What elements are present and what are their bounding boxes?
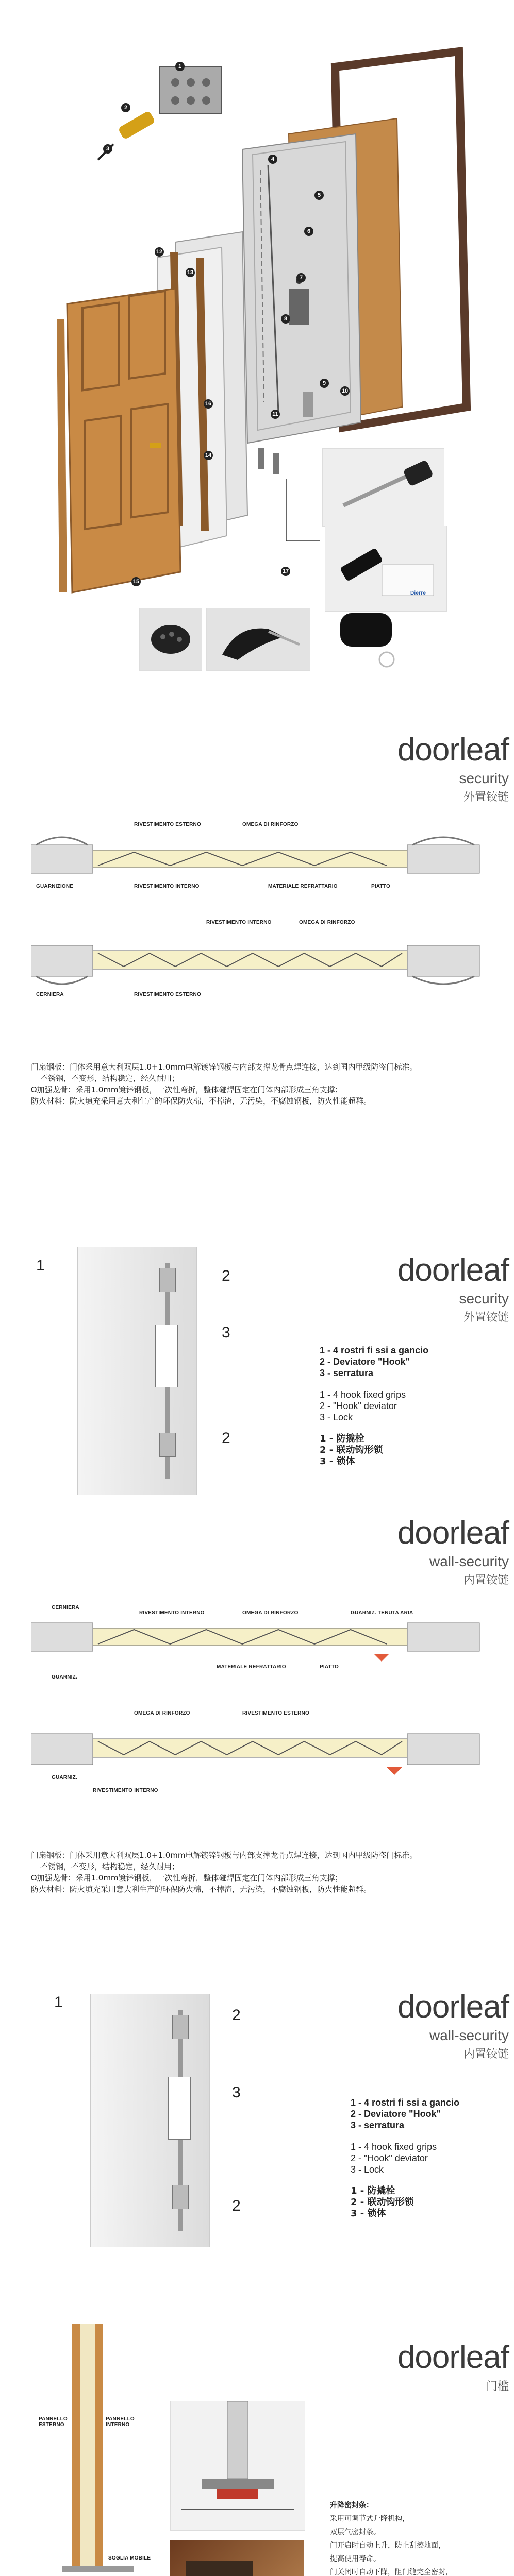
legend-line: 1 - 防撬栓 [320, 1433, 364, 1444]
cross-section-diagram-bottom [31, 1716, 485, 1783]
label-cerniera: CERNIERA [36, 992, 64, 997]
legend-line: 1 - 防撬栓 [351, 2185, 395, 2196]
label-rivestimento-interno-2: RIVESTIMENTO INTERNO [206, 920, 272, 925]
door-bottom-photo [170, 2540, 304, 2576]
cross-section-diagram-top [31, 829, 485, 891]
badge: 17 [281, 567, 290, 576]
note-line: 门关闭时自动下降，阻门缝完全密封， [330, 2568, 453, 2576]
legend-line: 2 - "Hook" deviator [320, 1401, 397, 1411]
badge: 5 [314, 191, 324, 200]
legend-line: 2 - 联动钩形锁 [351, 2197, 414, 2208]
legend-line: 3 - Lock [320, 1412, 353, 1422]
legend-line: 1 - 4 rostri fi ssi a gancio [320, 1345, 429, 1355]
badge: 8 [281, 314, 290, 324]
description-line: Ω加强龙骨：采用1.0mm镀锌钢板，一次性弯折，整体碰焊固定在门体内部形成三角支撑； [31, 1085, 343, 1094]
note-line: 门开启时自动上升，防止刮擦地面， [330, 2541, 445, 2550]
section-wall-security-profile [0, 1515, 514, 1917]
note-line: 升降密封条： [330, 2501, 373, 2510]
badge: 13 [186, 268, 195, 277]
exploded-view [0, 0, 514, 690]
legend-line: 3 - 锁体 [320, 1456, 355, 1467]
section-description [31, 1850, 495, 1895]
section-heading: doorleaf [397, 732, 509, 768]
callout-2-bottom: 2 [222, 1430, 230, 1447]
description-line: 防火材料：防火填充采用意大利生产的环保防火棉，不掉渣，无污染，不腐蚀钢板，防火性能超群。 [31, 1096, 372, 1106]
badge: 2 [121, 103, 130, 112]
legend-line: 3 - serratura [320, 1368, 374, 1378]
note-line: 双层气密封条。 [330, 2528, 380, 2536]
key-photo [322, 448, 444, 527]
section-security-door [0, 1128, 514, 1515]
threshold-note [330, 2499, 495, 2576]
label-guarnizione: GUARNIZIONE [36, 884, 74, 889]
badge: 14 [204, 451, 213, 460]
cross-section-diagram-bottom [31, 927, 485, 994]
section-security-profile [0, 690, 514, 1128]
label-pannello-esterno: PANNELLO ESTERNO [39, 2416, 68, 2428]
label-cerniera: CERNIERA [52, 1605, 79, 1611]
label-guarniz: GUARNIZ. [52, 1674, 77, 1680]
fob-photo [330, 603, 407, 675]
legend-line: 3 - 锁体 [351, 2208, 386, 2219]
section-subheading-cn: 门槛 [486, 2380, 509, 2393]
door-panel-illustration [77, 1247, 197, 1495]
section-subheading-cn: 内置铰链 [463, 2048, 509, 2061]
callout-1: 1 [54, 1994, 63, 2011]
label-omega-2: OMEGA DI RINFORZO [134, 1710, 190, 1716]
label-rivestimento-interno: RIVESTIMENTO INTERNO [139, 1610, 205, 1616]
callout-3: 3 [222, 1324, 230, 1341]
section-wall-security-door [0, 1917, 514, 2298]
label-omega: OMEGA DI RINFORZO [242, 1610, 299, 1616]
label-materiale: MATERIALE REFRATTARIO [217, 1664, 286, 1670]
legend-line: 1 - 4 hook fixed grips [320, 1389, 406, 1400]
label-piatto: PIATTO [371, 884, 390, 889]
legend-line: 1 - 4 hook fixed grips [351, 2142, 437, 2152]
badge: 6 [304, 227, 313, 236]
badge: 15 [131, 577, 141, 586]
description-line: 不锈钢，不变形，结构稳定，经久耐用； [40, 1074, 180, 1083]
callout-2-top: 2 [232, 2007, 241, 2024]
remote-photo-1 [139, 608, 202, 671]
section-subheading-cn: 内置铰链 [463, 1574, 509, 1587]
legend-line: 3 - serratura [351, 2120, 405, 2130]
label-guarniz-2: GUARNIZ. [52, 1775, 77, 1781]
label-materiale: MATERIALE REFRATTARIO [268, 884, 338, 889]
label-rivestimento-interno-2: RIVESTIMENTO INTERNO [93, 1788, 158, 1793]
badge: 16 [204, 399, 213, 409]
legend-line: 1 - 4 rostri fi ssi a gancio [351, 2097, 460, 2108]
card-photo [325, 526, 447, 612]
label-soglia: SOGLIA MOBILE [108, 2555, 151, 2561]
label-rivestimento-esterno-2: RIVESTIMENTO ESTERNO [134, 992, 201, 997]
section-heading: doorleaf [397, 2340, 509, 2375]
badge: 10 [340, 386, 350, 396]
callout-2-top: 2 [222, 1267, 230, 1284]
badge: 11 [271, 410, 280, 419]
label-piatto: PIATTO [320, 1664, 339, 1670]
description-line: 门扇钢板：门体采用意大利双层1.0+1.0mm电解镀锌钢板与内部支撑龙骨点焊连接，达到国内甲级防盗门标准。 [31, 1851, 418, 1860]
card-label: Dierre [410, 590, 426, 596]
section-subheading-cn: 外置铰链 [463, 791, 509, 804]
label-omega-2: OMEGA DI RINFORZO [299, 920, 355, 925]
legend-line: 3 - Lock [351, 2164, 384, 2175]
badge: 3 [103, 144, 112, 154]
section-heading: doorleaf [397, 1252, 509, 1288]
description-line: 防火材料：防火填充采用意大利生产的环保防火棉，不掉渣，无污染，不腐蚀钢板，防火性能超群。 [31, 1885, 372, 1894]
label-rivestimento-esterno: RIVESTIMENTO ESTERNO [134, 822, 201, 827]
description-line: 门扇钢板：门体采用意大利双层1.0+1.0mm电解镀锌钢板与内部支撑龙骨点焊连接，达到国内甲级防盗门标准。 [31, 1062, 418, 1072]
callout-3: 3 [232, 2084, 241, 2101]
section-threshold [0, 2298, 514, 2576]
label-omega: OMEGA DI RINFORZO [242, 822, 299, 827]
legend [351, 2097, 505, 2219]
description-line: 不锈钢，不变形，结构稳定，经久耐用； [40, 1862, 180, 1871]
section-subheading: wall-security [429, 2027, 509, 2043]
note-line: 采用可调节式升降机构， [330, 2515, 409, 2523]
badge: 9 [320, 379, 329, 388]
threshold-mechanism-photo [170, 2401, 305, 2531]
description-line: Ω加强龙骨：采用1.0mm镀锌钢板，一次性弯折，整体碰焊固定在门体内部形成三角支撑； [31, 1873, 343, 1883]
label-rivestimento-interno: RIVESTIMENTO INTERNO [134, 884, 200, 889]
section-subheading: wall-security [429, 1553, 509, 1569]
legend-line: 2 - 联动钩形锁 [320, 1445, 383, 1455]
legend-line: 2 - Deviatore "Hook" [351, 2109, 441, 2119]
section-heading: doorleaf [397, 1515, 509, 1551]
legend-line: 2 - "Hook" deviator [351, 2153, 428, 2163]
remote-photo-2 [206, 608, 310, 671]
badge: 7 [296, 273, 306, 282]
callout-1: 1 [36, 1257, 45, 1274]
label-pannello-interno: PANNELLO INTERNO [106, 2416, 135, 2428]
label-guarniz-tenuta: GUARNIZ. TENUTA ARIA [351, 1610, 413, 1616]
badge: 12 [155, 247, 164, 257]
section-heading: doorleaf [397, 1989, 509, 2025]
legend-line: 2 - Deviatore "Hook" [320, 1357, 410, 1367]
label-rivestimento-esterno: RIVESTIMENTO ESTERNO [242, 1710, 309, 1716]
threshold-section-diagram [31, 2324, 155, 2576]
legend [320, 1345, 505, 1467]
badge: 1 [175, 62, 185, 71]
callout-2-bottom: 2 [232, 2197, 241, 2214]
section-subheading: security [459, 770, 509, 786]
note-line: 提高使用寿命。 [330, 2555, 380, 2563]
door-panel-illustration [90, 1994, 210, 2247]
section-subheading-cn: 外置铰链 [463, 1311, 509, 1324]
section-description [31, 1061, 495, 1107]
section-subheading: security [459, 1291, 509, 1307]
badge: 4 [268, 155, 277, 164]
